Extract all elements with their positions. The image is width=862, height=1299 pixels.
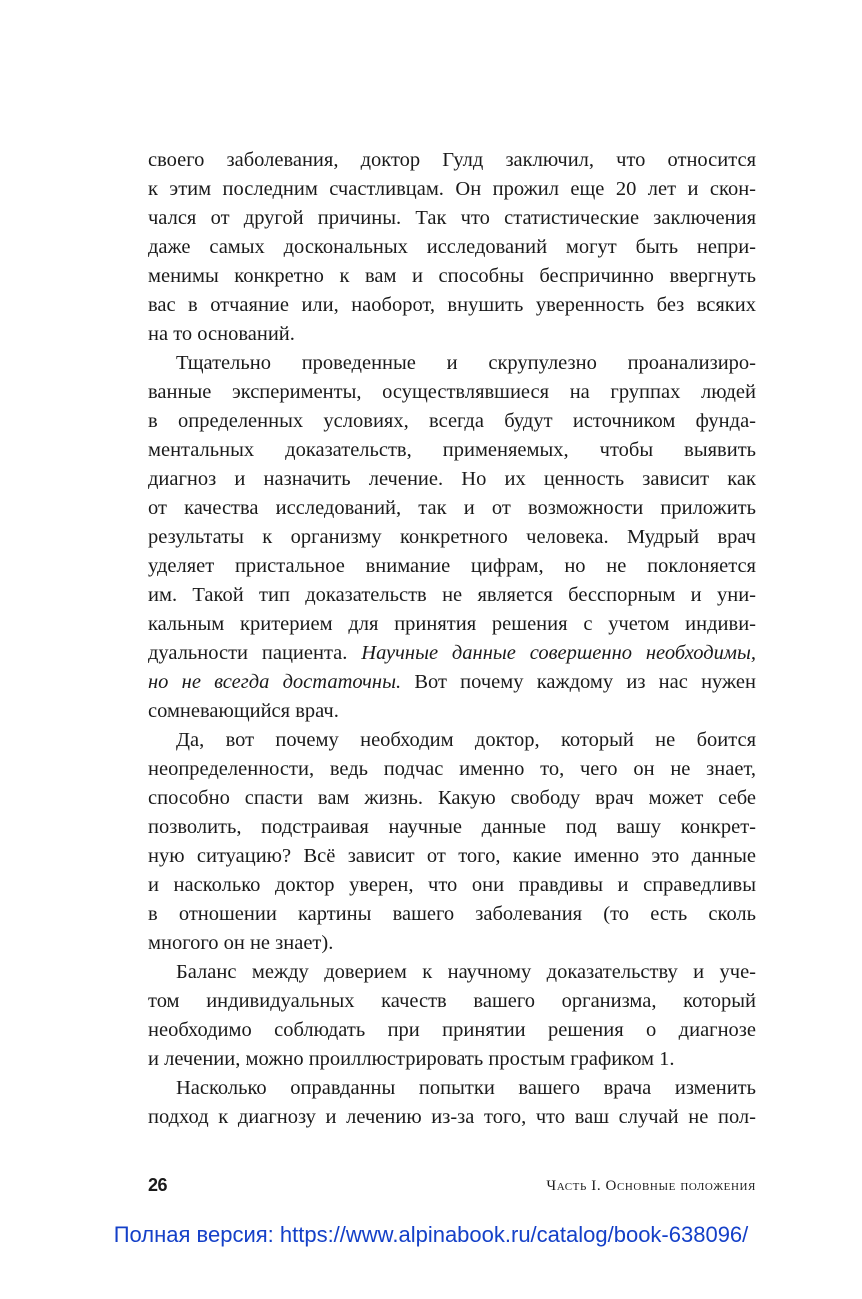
text-line: сомневающийся врач. [148, 700, 339, 722]
text-line: своего заболевания, доктор Гулд заключил, что относится [148, 149, 756, 171]
text-line: в определенных условиях, всегда будут источником фунда- [148, 410, 756, 432]
text-line: менимы конкретно к вам и способны беспричинно ввергнуть [148, 265, 756, 287]
text-line: на то оснований. [148, 323, 295, 345]
text-line: Тщательно проведенные и скрупулезно проанализиро- [176, 352, 756, 374]
text-line: и насколько доктор уверен, что они правдивы и справедливы [148, 874, 756, 896]
text-line: и лечении, можно проиллюстрировать простым графиком 1. [148, 1048, 675, 1070]
paragraph [148, 958, 756, 1074]
text-line: кальным критерием для принятия решения с учетом индиви- [148, 613, 756, 635]
text-line: позволить, подстраивая научные данные под вашу конкрет- [148, 816, 756, 838]
book-page-body [148, 146, 756, 1132]
text-line-mixed [148, 639, 756, 668]
text-segment: дуальности пациента. [148, 642, 362, 664]
page-number: 26 [148, 1175, 168, 1195]
paragraph [148, 146, 756, 349]
text-line: Да, вот почему необходим доктор, который не боится [176, 729, 756, 751]
text-line: им. Такой тип доказательств не является бесспорным и уни- [148, 584, 756, 606]
text-line: результаты к организму конкретного человека. Мудрый врач [148, 526, 756, 548]
text-line: даже самых доскональных исследований могут быть непри- [148, 236, 756, 258]
text-segment: Вот почему каждому из нас нужен [401, 671, 756, 693]
text-line-mixed [148, 668, 756, 697]
full-version-link[interactable]: Полная версия: https://www.alpinabook.ru/catalog/book-638096/ [113, 1222, 749, 1247]
text-line: Баланс между доверием к научному доказательству и уче- [176, 961, 756, 983]
running-footer-title: Часть I. Основные положения [546, 1178, 756, 1194]
text-line: чался от другой причины. Так что статистические заключения [148, 207, 756, 229]
italic-emphasis: Научные данные совершенно необходимы, [361, 642, 756, 664]
text-line: Насколько оправданны попытки вашего врача изменить [176, 1077, 756, 1099]
text-line: от качества исследований, так и от возможности приложить [148, 497, 756, 519]
text-line: ную ситуацию? Всё зависит от того, какие именно это данные [148, 845, 756, 867]
text-line: необходимо соблюдать при принятии решения о диагнозе [148, 1019, 756, 1041]
text-line: в отношении картины вашего заболевания (то есть сколь [148, 903, 756, 925]
text-line: многого он не знает). [148, 932, 334, 954]
text-line: том индивидуальных качеств вашего организма, который [148, 990, 756, 1012]
italic-emphasis: но не всегда достаточны. [148, 671, 402, 693]
text-line: ментальных доказательств, применяемых, чтобы выявить [148, 439, 756, 461]
text-line: неопределенности, ведь подчас именно то, чего он не знает, [148, 758, 756, 780]
text-line: диагноз и назначить лечение. Но их ценность зависит как [148, 468, 756, 490]
text-line: ванные эксперименты, осуществлявшиеся на группах людей [148, 381, 756, 403]
text-line: уделяет пристальное внимание цифрам, но не поклоняется [148, 555, 756, 577]
paragraph [148, 349, 756, 726]
paragraph [148, 726, 756, 958]
text-line: способно спасти вам жизнь. Какую свободу врач может себе [148, 787, 756, 809]
text-line: к этим последним счастливцам. Он прожил еще 20 лет и скон- [148, 178, 756, 200]
paragraph [148, 1074, 756, 1132]
text-line: подход к диагнозу и лечению из-за того, что ваш случай не пол- [148, 1106, 756, 1128]
text-line: вас в отчаяние или, наоборот, внушить уверенность без всяких [148, 294, 756, 316]
